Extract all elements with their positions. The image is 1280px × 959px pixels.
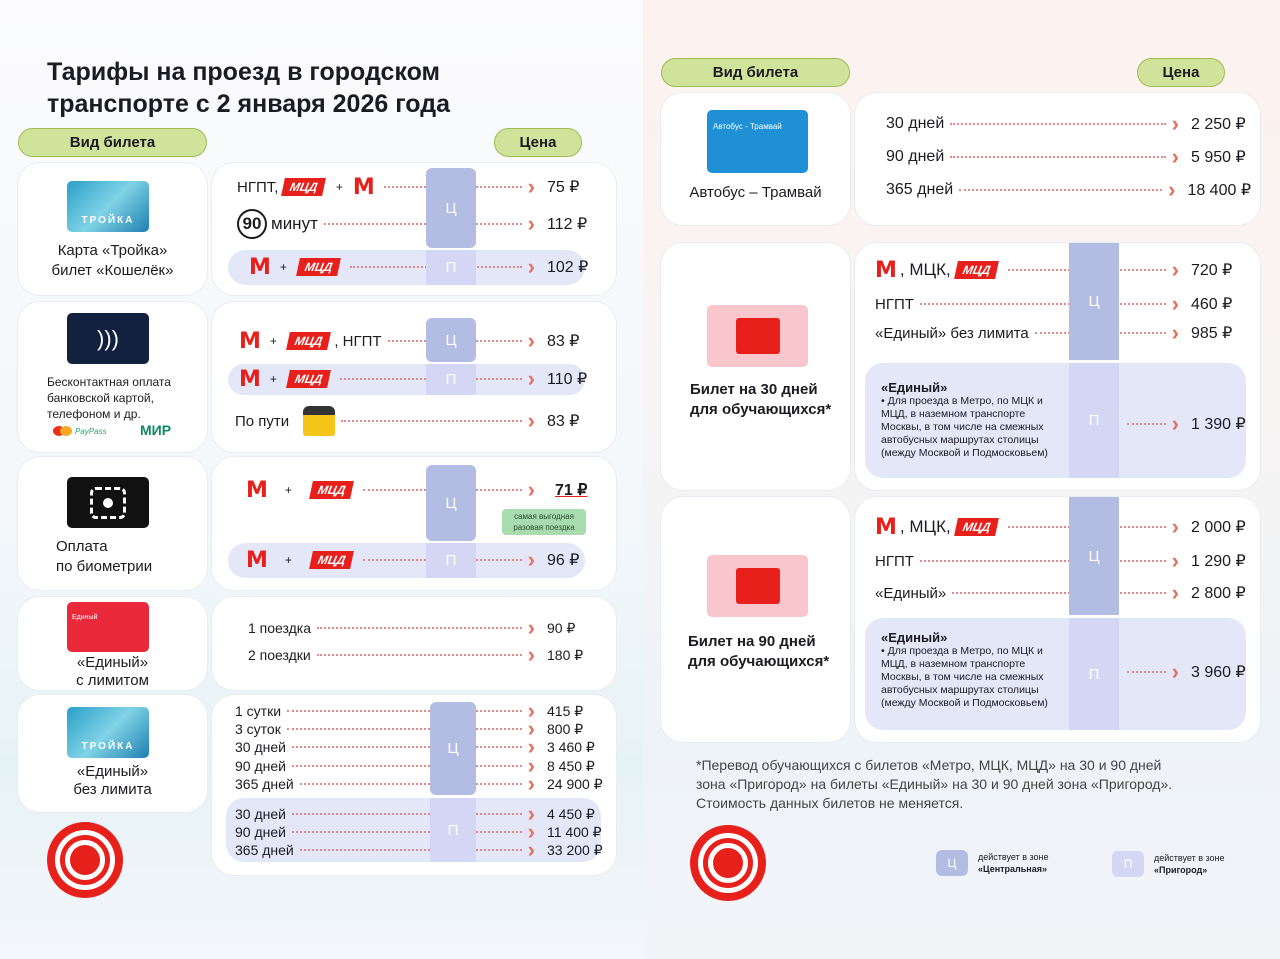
dotted-line (1127, 423, 1166, 425)
ticket-label (18, 241, 207, 281)
header-price: Цена (1137, 58, 1225, 87)
ticket-card-biometry (18, 457, 207, 590)
price: 110 ₽ (547, 371, 588, 388)
metro-icon: М (875, 257, 896, 283)
chevron-right-icon: › (527, 716, 535, 741)
line-label: «Единый» без лимита (875, 324, 1029, 342)
chevron-right-icon: › (527, 211, 535, 236)
line-label: НГПТ, (237, 178, 279, 196)
price-line (871, 259, 1251, 281)
chevron-right-icon: › (527, 642, 535, 667)
label-line: для обучающихся* (688, 653, 830, 670)
dotted-line (300, 783, 522, 785)
edinyi-text: • Для проезда в Метро, по МЦК и МЦД, в наземном транспорте Москвы, в том числе на смежных автобусных маршрутах столицы (между Москвой и Подмосковьем) (881, 395, 1048, 459)
line-label: 90 дней (886, 148, 945, 165)
edinyi-description (881, 380, 1061, 460)
edinyi-title: «Единый» (881, 380, 948, 395)
price-line (886, 113, 1251, 135)
price-line (886, 146, 1251, 168)
title-line-2: транспорте с 2 января 2026 года (47, 90, 450, 118)
line-label: 1 поездка (248, 620, 312, 636)
price-line (242, 479, 607, 501)
price-line (235, 368, 607, 390)
ticket-label (56, 537, 152, 577)
edinyi-card-image: Единый (67, 602, 149, 652)
chevron-right-icon: › (527, 547, 535, 572)
line-label: 2 поездки (248, 647, 311, 663)
label-line: Билет на 90 дней (688, 633, 816, 650)
metro-icon: М (246, 547, 267, 573)
ticket-label (18, 763, 207, 799)
price-line (875, 550, 1251, 572)
label-line: банковской картой, (47, 391, 154, 405)
edinyi-logo-icon (707, 305, 808, 367)
price: 75 ₽ (547, 179, 580, 196)
edinyi-logo-icon (707, 555, 808, 617)
zone-central-marker: Ц (426, 465, 476, 541)
header-price: Цена (494, 128, 582, 157)
price: 90 ₽ (547, 619, 576, 636)
price: 1 390 ₽ (1191, 416, 1246, 433)
dotted-line (287, 710, 522, 712)
ticket-card-student-30 (661, 243, 850, 490)
chevron-right-icon: › (527, 734, 535, 759)
price: 102 ₽ (547, 259, 589, 276)
minibus-icon (303, 406, 335, 436)
dotted-line (292, 765, 522, 767)
line-label: 30 дней (235, 739, 286, 755)
ticket-card-contactless (18, 302, 207, 452)
ticket-card-edinyi-unlimited (18, 695, 207, 812)
troika-card-image: ТРОЙКА (67, 181, 149, 232)
mcd-icon: МЦД (296, 258, 341, 276)
legend-line: действует в зоне (1154, 853, 1225, 863)
chevron-right-icon: › (527, 254, 535, 279)
plus: + (335, 180, 343, 194)
zone-suburb-marker: П (426, 364, 476, 395)
plus: + (269, 334, 277, 348)
price-line (1121, 661, 1251, 683)
line-label: 365 дней (235, 842, 294, 858)
chevron-right-icon: › (1171, 257, 1179, 282)
dotted-line (341, 420, 522, 422)
zone-suburb-marker: П (1069, 363, 1119, 478)
price-line (237, 176, 607, 198)
price: 985 ₽ (1191, 325, 1233, 342)
price: 180 ₽ (547, 646, 584, 663)
line-label: 3 суток (235, 721, 281, 737)
moscow-transport-logo (690, 825, 766, 901)
price: 24 900 ₽ (547, 775, 603, 792)
line-label: , НГПТ (334, 332, 382, 350)
dotted-line (292, 746, 522, 748)
price: 1 290 ₽ (1191, 553, 1246, 570)
price-line (248, 644, 607, 666)
price: 2 250 ₽ (1191, 116, 1246, 133)
label-line: с лимитом (76, 672, 149, 689)
chevron-right-icon: › (527, 801, 535, 826)
price: 800 ₽ (547, 720, 584, 737)
legend-text (1154, 852, 1225, 876)
price: 96 ₽ (547, 552, 580, 569)
dotted-line (287, 728, 522, 730)
zone-central-marker: Ц (1069, 497, 1119, 615)
ticket-card-troika (18, 163, 207, 295)
zone-suburb-marker: П (426, 250, 476, 285)
ticket-label (688, 632, 829, 672)
legend-line: действует в зоне (978, 852, 1049, 862)
zone-central-marker: Ц (1069, 243, 1119, 360)
chevron-right-icon: › (1171, 411, 1179, 436)
chevron-right-icon: › (1171, 548, 1179, 573)
price-line (248, 617, 607, 639)
label-line: Карта «Тройка» (57, 242, 168, 259)
price-line (235, 330, 607, 352)
metro-icon: М (352, 174, 374, 200)
dotted-line (950, 123, 1165, 125)
price: 8 450 ₽ (547, 757, 595, 774)
troika-card-image: ТРОЙКА (67, 707, 149, 758)
dotted-line (324, 223, 522, 225)
legend-text (978, 851, 1049, 875)
price: 415 ₽ (547, 702, 584, 719)
legend-central (936, 850, 1049, 876)
best-price: 71 ₽ (555, 482, 588, 499)
moscow-transport-logo (47, 822, 123, 898)
line-label: 30 дней (886, 115, 945, 132)
chevron-right-icon: › (1168, 177, 1176, 202)
dotted-line (292, 831, 522, 833)
chevron-right-icon: › (527, 328, 535, 353)
line-label: «Единый» (875, 584, 947, 602)
ticket-label (18, 654, 207, 690)
metro-icon: М (875, 514, 896, 540)
chevron-right-icon: › (527, 819, 535, 844)
chevron-right-icon: › (527, 408, 535, 433)
ticket-card-student-90 (661, 497, 850, 742)
mcd-icon: МЦД (954, 518, 999, 536)
price: 83 ₽ (547, 413, 580, 430)
label-line: билет «Кошелёк» (51, 262, 174, 279)
chevron-right-icon: › (527, 615, 535, 640)
label-line: Бесконтактная оплата (47, 375, 171, 389)
line-label: НГПТ (875, 295, 914, 313)
price: 112 ₽ (547, 216, 588, 233)
chevron-right-icon: › (1171, 111, 1179, 136)
zone-central-marker: Ц (426, 318, 476, 362)
footnote-line: Стоимость данных билетов не меняется. (696, 795, 964, 811)
chevron-right-icon: › (1171, 659, 1179, 684)
price: 2 000 ₽ (1191, 519, 1246, 536)
label-line: Билет на 30 дней (690, 381, 818, 398)
line-label: , МЦК, (899, 260, 951, 279)
zone-suburb-marker: П (1069, 618, 1119, 730)
dotted-line (1127, 671, 1166, 673)
metro-icon: М (249, 254, 270, 280)
timer-90-icon: 90 (237, 209, 267, 239)
chevron-right-icon: › (1171, 144, 1179, 169)
edinyi-description (881, 630, 1061, 710)
zone-central-marker: Ц (430, 702, 476, 795)
chevron-right-icon: › (1171, 580, 1179, 605)
line-label: 30 дней (235, 806, 286, 822)
dotted-line (959, 189, 1162, 191)
page-title (47, 56, 450, 120)
dotted-line (952, 592, 1165, 594)
plus: + (284, 483, 292, 497)
header-ticket-type: Вид билета (18, 128, 207, 157)
dotted-line (317, 654, 522, 656)
zone-central-swatch: Ц (936, 850, 968, 876)
dotted-line (950, 156, 1165, 158)
plus: + (269, 372, 277, 386)
price-line (1121, 413, 1251, 435)
bus-tram-card-image: Автобус - Трамвай (707, 110, 808, 173)
edinyi-text: • Для проезда в Метро, по МЦК и МЦД, в наземном транспорте Москвы, в том числе на смежных автобусных маршрутах столицы (между Москвой и Подмосковьем) (881, 645, 1048, 709)
mcd-icon: МЦД (309, 481, 354, 499)
price: 460 ₽ (1191, 296, 1233, 313)
zone-suburb-marker: П (426, 543, 476, 578)
line-label: 365 дней (886, 181, 954, 198)
chevron-right-icon: › (1171, 514, 1179, 539)
footnote-line: *Перевод обучающихся с билетов «Метро, МЦК, МЦД» на 30 и 90 дней (696, 757, 1162, 773)
header-ticket-type: Вид билета (661, 58, 850, 87)
dotted-line (317, 627, 522, 629)
dotted-line (300, 849, 522, 851)
price: 83 ₽ (547, 333, 580, 350)
price: 2 800 ₽ (1191, 585, 1246, 602)
ticket-label (690, 380, 831, 420)
right-page (643, 0, 1280, 959)
price: 3 960 ₽ (1191, 664, 1246, 681)
paypass-logo (53, 426, 107, 436)
legend-line: «Центральная» (978, 864, 1047, 874)
line-label: 1 сутки (235, 703, 282, 719)
price: 5 950 ₽ (1191, 149, 1246, 166)
label-line: «Единый» (76, 654, 149, 671)
footnote (696, 756, 1172, 813)
price-line (886, 179, 1251, 201)
price-line (242, 549, 607, 571)
label-line: Оплата (56, 538, 108, 555)
chevron-right-icon: › (527, 477, 535, 502)
zone-central-marker: Ц (426, 168, 476, 248)
chevron-right-icon: › (527, 771, 535, 796)
chevron-right-icon: › (527, 366, 535, 391)
line-label: , МЦК, (899, 517, 951, 536)
dotted-line (292, 813, 522, 815)
metro-icon: М (246, 477, 267, 503)
ticket-label (47, 374, 171, 422)
dotted-line (920, 560, 1166, 562)
footnote-line: зона «Пригород» на билеты «Единый» на 30 и 90 дней зона «Пригород». (696, 776, 1173, 792)
price-line (875, 293, 1251, 315)
zone-suburb-swatch: П (1112, 851, 1144, 877)
price: 11 400 ₽ (547, 823, 602, 840)
chevron-right-icon: › (527, 753, 535, 778)
line-label: НГПТ (875, 552, 914, 570)
best-deal-badge: самая выгодная разовая поездка (502, 509, 586, 535)
price-line (235, 839, 607, 861)
ticket-card-bus-tram (661, 93, 850, 225)
price: 3 460 ₽ (547, 738, 595, 755)
contactless-icon: ))) (67, 313, 149, 364)
legend-line: «Пригород» (1154, 865, 1208, 875)
label-line: «Единый» (76, 763, 149, 780)
chevron-right-icon: › (527, 837, 535, 862)
mir-logo: МИР (140, 422, 172, 438)
plus: + (279, 260, 287, 274)
price: 4 450 ₽ (547, 805, 595, 822)
price-line (871, 516, 1251, 538)
chevron-right-icon: › (527, 698, 535, 723)
chevron-right-icon: › (1171, 291, 1179, 316)
face-scan-icon (67, 477, 149, 528)
legend-suburb (1112, 851, 1225, 877)
price: 720 ₽ (1191, 262, 1233, 279)
mcd-icon: МЦД (286, 370, 331, 388)
ticket-card-edinyi-limit (18, 597, 207, 690)
chevron-right-icon: › (1171, 320, 1179, 345)
label-line: по биометрии (56, 558, 153, 575)
paypass-text: PayPass (75, 426, 107, 436)
plus: + (284, 553, 292, 567)
price: 18 400 ₽ (1187, 182, 1251, 199)
line-label: 365 дней (235, 776, 294, 792)
price-line (875, 582, 1251, 604)
metro-icon: М (239, 328, 260, 354)
chevron-right-icon: › (527, 174, 535, 199)
line-label: 90 дней (235, 824, 286, 840)
price: 33 200 ₽ (547, 841, 603, 858)
mcd-icon: МЦД (286, 332, 331, 350)
label-line: телефоном и др. (47, 407, 141, 421)
mcd-icon: МЦД (309, 551, 354, 569)
line-label: По пути (235, 412, 290, 430)
price-line (235, 410, 607, 432)
ticket-label: Автобус – Трамвай (689, 184, 822, 201)
metro-icon: М (239, 366, 260, 392)
edinyi-title: «Единый» (881, 630, 948, 645)
label-line: для обучающихся* (690, 401, 832, 418)
label-line: без лимита (73, 781, 152, 798)
title-line-1: Тарифы на проезд в городском (47, 58, 441, 86)
mcd-icon: МЦД (281, 178, 326, 196)
price-line (237, 213, 607, 235)
zone-suburb-marker: П (430, 798, 476, 862)
line-label: минут (271, 214, 318, 233)
mcd-icon: МЦД (954, 261, 999, 279)
price-line (875, 322, 1251, 344)
price-line (235, 773, 607, 795)
dotted-line (920, 303, 1166, 305)
line-label: 90 дней (235, 758, 286, 774)
